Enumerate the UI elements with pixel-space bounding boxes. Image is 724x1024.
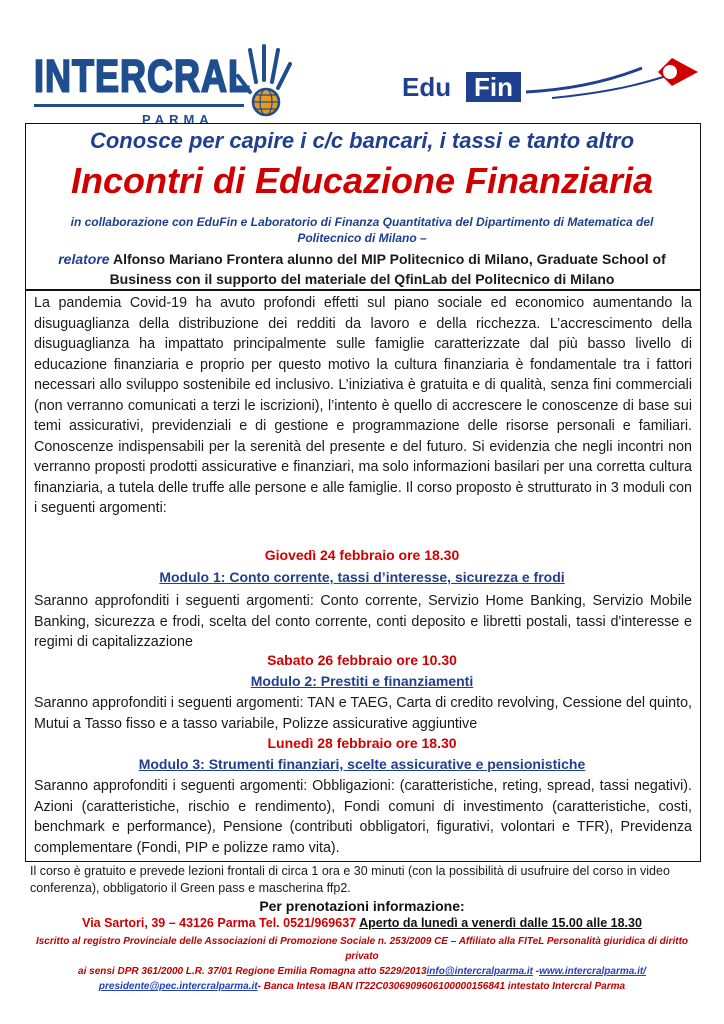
- website-link[interactable]: www.intercralparma.it/: [539, 966, 646, 977]
- edufin-swoosh-icon: [522, 50, 702, 106]
- course-note: Il corso è gratuito e prevede lezioni frontali di circa 1 ora e 30 minuti (con la possibilità di usufruire del corso in video conferenza), obbligatorio il Green pass e mascherina ffp2.: [30, 864, 670, 895]
- email-link[interactable]: info@intercralparma.it: [426, 966, 533, 977]
- intercral-logo-underline: [34, 104, 244, 107]
- page-subtitle: Conosce per capire i c/c bancari, i tassi e tanto altro: [89, 128, 635, 153]
- edufin-logo-edu: Edu: [402, 72, 452, 102]
- page-title: Incontri di Educazione Finanziaria: [70, 160, 654, 201]
- module-2-description: [34, 693, 692, 734]
- legal-separator: -: [532, 966, 540, 977]
- module-1-description: [34, 591, 692, 653]
- module-1-title: Modulo 1: Conto corrente, tassi d’interesse, sicurezza e frodi: [159, 569, 565, 585]
- collaboration-line-1: in collaborazione con EduFin e Laboratorio di Finanza Quantitativa del Dipartimento di Matematica del: [70, 215, 654, 229]
- module-1-date: Giovedì 24 febbraio ore 18.30: [264, 547, 460, 563]
- booking-heading: Per prenotazioni informazione:: [259, 898, 465, 914]
- legal-line-2: [20, 964, 704, 979]
- speaker-label: relatore: [58, 251, 110, 267]
- contact-line: [0, 916, 724, 930]
- module-3-date: Lunedì 28 febbraio ore 18.30: [267, 735, 457, 751]
- speaker-info: [40, 249, 684, 289]
- opening-hours: Aperto da lunedì a venerdì dalle 15.00 alle 18.30: [359, 916, 642, 930]
- edufin-logo: [402, 50, 702, 110]
- intercral-logo: [34, 42, 280, 127]
- bank-details: - Banca Intesa IBAN IT22C0306909606100000156841 intestato Intercral Parma: [257, 981, 626, 992]
- address-text: Via Sartori, 39 – 43126 Parma Tel. 0521/969637: [82, 916, 357, 930]
- legal-info: [20, 934, 704, 994]
- intercral-logo-text: INTERCRAL: [34, 50, 251, 102]
- speaker-line-2: Business con il supporto del materiale del QfinLab del Politecnico di Milano: [109, 271, 615, 287]
- legal-line-1: Iscritto al registro Provinciale delle Associazioni di Promozione Sociale n. 253/2009 CE – Affiliato alla FITeL Personalità giuridica di diritto privato: [35, 936, 689, 962]
- speaker-line-1: Alfonso Mariano Frontera alunno del MIP Politecnico di Milano, Graduate School of: [112, 251, 666, 267]
- hand-globe-icon: [234, 42, 294, 122]
- collaboration-note: [60, 214, 664, 246]
- module-2-title: Modulo 2: Prestiti e finanziamenti: [250, 673, 474, 689]
- intro-paragraph: [34, 293, 692, 519]
- legal-line-2-text: ai sensi DPR 361/2000 L.R. 37/01 Regione Emilia Romagna atto 5229/2013: [78, 966, 427, 977]
- pec-email-link[interactable]: presidente@pec.intercralparma.it: [98, 981, 258, 992]
- module-2-date: Sabato 26 febbraio ore 10.30: [267, 652, 457, 668]
- module-2-description-text: Saranno approfonditi i seguenti argomenti: TAN e TAEG, Carta di credito revolving, Cessione del quinto, Mutui a Tasso fisso e a tasso variabile, Polizze assicurative aggiuntive: [34, 695, 692, 732]
- intro-text: La pandemia Covid-19 ha avuto profondi effetti sul piano sociale ed economico aumentando la disuguaglianza della distribuzione dei redditi da lavoro e della ricchezza. L’accrescimento della disuguaglianza ha impattato principalmente sulle famiglie caratterizzate dal più basso livello di educazione finanziaria e proprio per questo motivo la cultura finanziaria è fondamentale tra i fattori necessari allo sviluppo sostenibile ed inclusivo. L’iniziativa è gratuita e di qualità, senza fini commerciali (non verranno comunicati a terzi le iscrizioni), l’intento è quello di accrescere le conoscenze di base sui temi assicurativi, previdenziali e di gestione e programmazione delle risorse personali e familiari. Conoscenze indispensabili per la serenità del presente e del futuro. Si evidenzia che negli incontri non verranno proposti prodotti assicurative e finanziari, ma solo informazioni basilari per una corretta cultura finanziaria, a tutela delle truffe alle persone e alle famiglie. Il corso proposto è strutturato in 3 moduli con i seguenti argomenti:: [34, 295, 692, 516]
- module-1-description-text: Saranno approfonditi i seguenti argomenti: Conto corrente, Servizio Home Banking, Servizio Mobile Banking, sicurezza e frodi, scelta del conto corrente, conti deposito e libretti postali, tassi d'interesse e regimi di capitalizzazione: [34, 593, 692, 650]
- edufin-logo-fin: Fin: [466, 72, 521, 102]
- module-3-title: Modulo 3: Strumenti finanziari, scelte assicurative e pensionistiche: [138, 756, 586, 772]
- collaboration-line-2: Politecnico di Milano –: [297, 231, 427, 245]
- intercral-logo-city: PARMA: [142, 112, 214, 127]
- legal-line-3: [20, 979, 704, 994]
- module-3-description: [34, 776, 692, 858]
- module-3-description-text: Saranno approfonditi i seguenti argomenti: Obbligazioni: (caratteristiche, reting, spread, tassi negativi). Azioni (caratteristiche, rischio e rendimento), Fondi comuni di investimento (caratteristiche, costi, benchmark e performance), Pensione (contributi obbligatori, figurativi, volontari e TFR), Previdenza complementare (Fondi, PIP e polizze ramo vita).: [34, 778, 692, 856]
